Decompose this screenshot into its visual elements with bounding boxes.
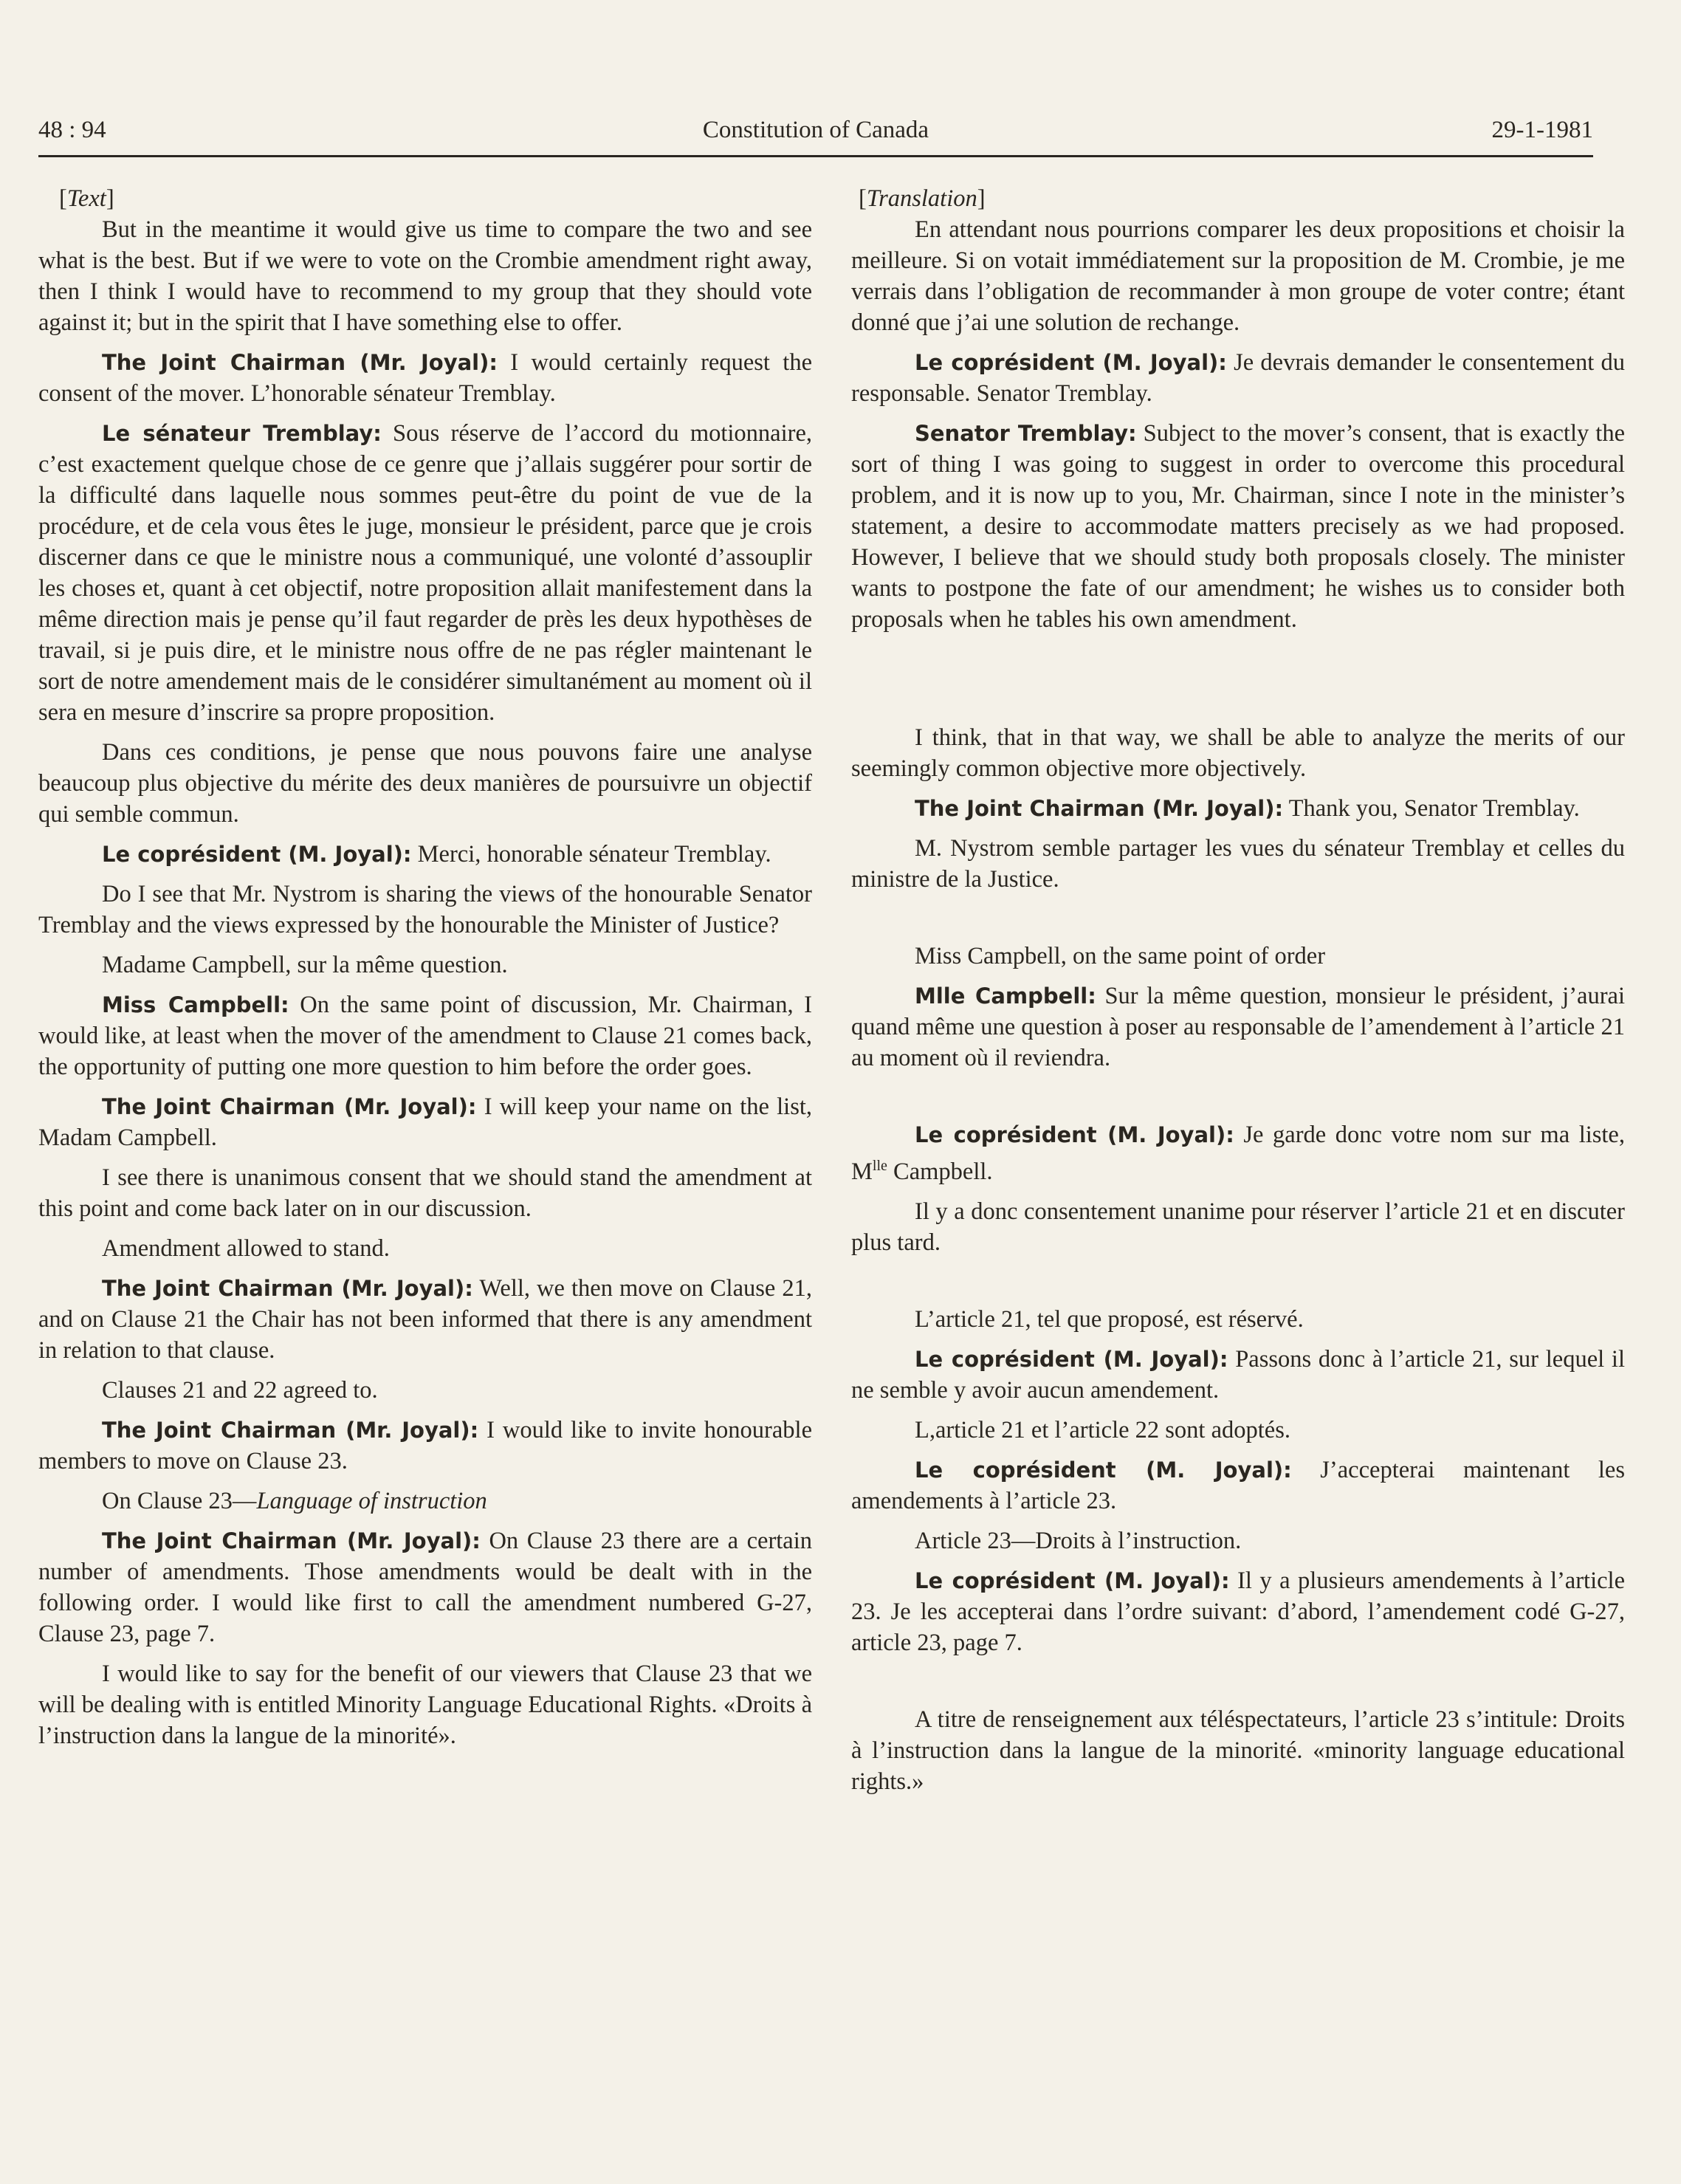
speaker-name: Le sénateur Tremblay: [102,421,382,446]
paragraph: Le coprésident (M. Joyal): Merci, honorable sénateur Tremblay. [102,841,771,868]
publication-title: Constitution of Canada [702,117,929,143]
speaker-name: The Joint Chairman (Mr. Joyal): [102,1418,479,1443]
paragraph: Dans ces conditions, je pense que nous pouvons faire une analyse beaucoup plus objective du mérite des deux manières de poursuivre un objectif qui semble commun. [38,739,812,828]
paragraph: Le coprésident (M. Joyal): J’accepterai maintenant les amendements à l’article 23. [851,1456,1625,1514]
paragraph: The Joint Chairman (Mr. Joyal): Well, we then move on Clause 21, and on Clause 21 the Chair has not been informed that there is any amendment in relation to that clause. [38,1275,813,1364]
paragraph: The Joint Chairman (Mr. Joyal): I would certainly request the consent of the mover. L’honorable sénateur Tremblay. [38,349,812,407]
paragraph: Le sénateur Tremblay: Sous réserve de l’accord du motionnaire, c’est exactement quelque chose de ce genre que j’allais suggérer pour sortir de la difficulté dans laquelle nous sommes peut-être du point de vue de la procédure, et de cela vous êtes le juge, monsieur le président, parce que je crois discerner dans ce que le ministre nous a communiqué, une volonté d’assouplir les choses et, quant à cet objectif, notre proposition allait manifestement dans la même direction mais je pense qu’il faut regarder de près les deux hypothèses de travail, si je puis dire, et le ministre nous offre de ne pas régler maintenant le sort de notre amendement mais de le considérer simultanément au moment où il sera en mesure d’inscrire sa propre proposition. [38,420,812,726]
section-tag: [Text] [59,185,114,212]
speaker-name: Senator Tremblay: [915,421,1137,446]
paragraph: I see there is unanimous consent that we should stand the amendment at this point and come back later on in our discussion. [38,1164,812,1222]
paragraph: Il y a donc consentement unanime pour réserver l’article 21 et en discuter plus tard. [851,1198,1625,1256]
paragraph: I would like to say for the benefit of our viewers that Clause 23 that we will be dealing with is entitled Minority Language Educational Rights. «Droits à l’instruction dans la langue de la minorité». [38,1661,812,1749]
paragraph: Le coprésident (M. Joyal): Passons donc à l’article 21, sur lequel il ne semble y avoir aucun amendement. [851,1345,1625,1404]
paragraph: Do I see that Mr. Nystrom is sharing the views of the honourable Senator Tremblay and the views expressed by the honourable the Minister of Justice? [38,881,812,938]
speaker-name: Le coprésident (M. Joyal): [915,1122,1234,1147]
paragraph: Senator Tremblay: Subject to the mover’s consent, that is exactly the sort of thing I was going to suggest in order to overcome this procedural problem, and it is now up to you, Mr. Chairman, since I note in the minister’s statement, a desire to accommodate matters precisely as we had proposed. However, I believe that we should study both proposals closely. The minister wants to postpone the fate of our amendment; he wishes us to consider both proposals when he tables his own amendment. [851,420,1625,633]
paragraph: The Joint Chairman (Mr. Joyal): Thank you, Senator Tremblay. [915,795,1580,822]
paragraph: Le coprésident (M. Joyal): Je devrais demander le consentement du responsable. Senator Tremblay. [851,349,1625,407]
paragraph: The Joint Chairman (Mr. Joyal): I would like to invite honourable members to move on Clause 23. [38,1417,812,1474]
speaker-name: Miss Campbell: [102,992,289,1017]
speaker-name: Le coprésident (M. Joyal): [915,1567,1230,1593]
speaker-name: The Joint Chairman (Mr. Joyal): [102,1528,481,1553]
clause-heading: Article 23—Droits à l’instruction. [915,1527,1242,1554]
speaker-name: Le coprésident (M. Joyal): [915,350,1227,375]
right-column [851,183,1625,1797]
paragraph: Mlle Campbell: Sur la même question, monsieur le président, j’aurai quand même une question à poser au responsable de l’amendement à l’article 21 au moment où il reviendra. [851,983,1625,1071]
page-header [38,109,1593,157]
speaker-name: Le coprésident (M. Joyal): [102,842,412,867]
speaker-name: The Joint Chairman (Mr. Joyal): [102,1276,473,1301]
left-column [38,183,812,1751]
header-date: 29-1-1981 [1491,117,1593,143]
paragraph: M. Nystrom semble partager les vues du sénateur Tremblay et celles du ministre de la Justice. [851,835,1625,893]
speaker-name: Le coprésident (M. Joyal): [915,1457,1292,1483]
paragraph: I think, that in that way, we shall be able to analyze the merits of our seemingly common objective more objectively. [851,724,1625,782]
speaker-name: The Joint Chairman (Mr. Joyal): [102,1094,477,1119]
paragraph: L,article 21 et l’article 22 sont adoptés. [915,1416,1290,1443]
speaker-name: The Joint Chairman (Mr. Joyal): [915,796,1284,821]
paragraph: Miss Campbell, on the same point of order [915,943,1326,969]
paragraph: A titre de renseignement aux téléspectateurs, l’article 23 s’intitule: Droits à l’instruction dans la langue de la minorité. «minority language educational rights.» [851,1706,1625,1795]
speaker-name: The Joint Chairman (Mr. Joyal): [102,350,498,375]
paragraph: The Joint Chairman (Mr. Joyal): On Clause 23 there are a certain number of amendments. Those amendments would be dealt with in the following order. I would like first to call the amendment numbered G-27, Clause 23, page 7. [38,1528,812,1647]
page-number: 48 : 94 [38,117,106,143]
paragraph: En attendant nous pourrions comparer les deux propositions et choisir la meilleure. Si on votait immédiatement sur la proposition de M. Crombie, je me verrais dans l’obligation de recommander à mon groupe de voter contre; étant donné que j’ai une solution de rechange. [851,216,1625,336]
paragraph: Le coprésident (M. Joyal): Je garde donc votre nom sur ma liste, $M^{lle}$ Campbell. [851,1122,1625,1185]
speaker-name: Le coprésident (M. Joyal): [915,1346,1228,1372]
paragraph: But in the meantime it would give us time to compare the two and see what is the best. But if we were to vote on the Crombie amendment right away, then I think I would have to recommend to my group that they should vote against it; but in the spirit that I have something else to offer. [38,216,812,336]
clause-heading: On Clause 23—Language of instruction [102,1488,487,1514]
speaker-name: Mlle Campbell: [915,983,1096,1009]
paragraph: The Joint Chairman (Mr. Joyal): I will keep your name on the list, Madam Campbell. [38,1093,812,1151]
section-tag: [Translation] [859,185,986,212]
paragraph: Miss Campbell: On the same point of discussion, Mr. Chairman, I would like, at least when the mover of the amendment to Clause 21 comes back, the opportunity of putting one more question to him before the order goes. [38,992,813,1080]
paragraph: Amendment allowed to stand. [102,1235,390,1262]
paragraph: Le coprésident (M. Joyal): Il y a plusieurs amendements à l’article 23. Je les accepterai dans l’ordre suivant: d’abord, l’amendement codé G-27, article 23, page 7. [851,1567,1625,1656]
paragraph: L’article 21, tel que proposé, est réservé. [915,1305,1304,1333]
paragraph: Madame Campbell, sur la même question. [102,952,508,978]
paragraph: Clauses 21 and 22 agreed to. [102,1377,378,1404]
